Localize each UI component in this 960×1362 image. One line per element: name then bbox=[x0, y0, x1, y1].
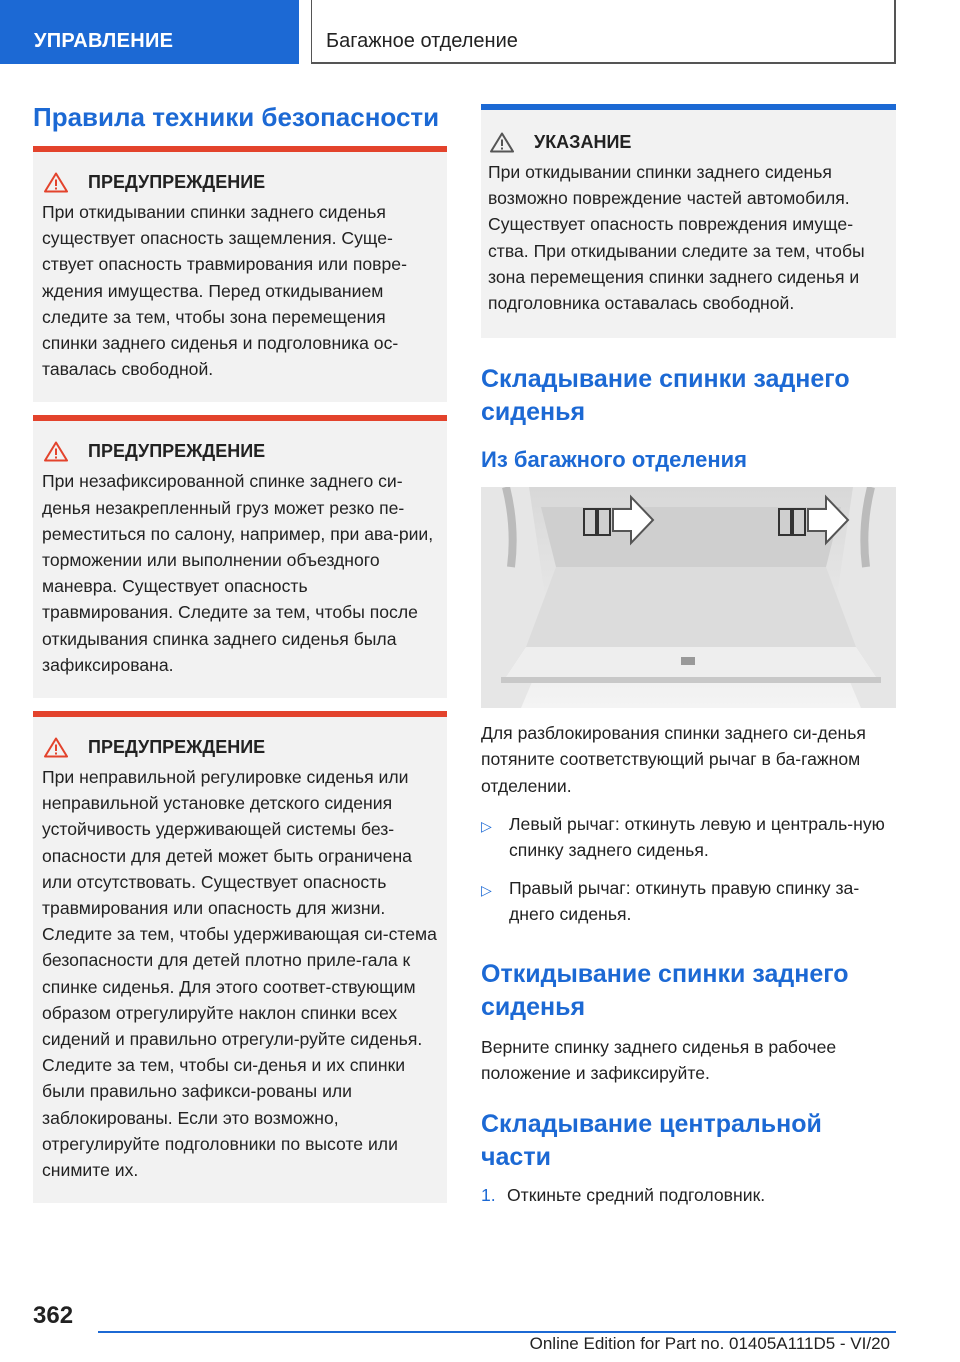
warning-text: При неправильной регулировке сиденья или неправильной установке детского сидения устойчивость удерживающей системы без-опасности для детей может быть ограничена или отсутствовать. Существует опасность травмирования или опасность для жизни. Следите за тем, чтобы удерживающая си-стема безопасности для детей плотно приле-гала к спинке сиденья. Для этого соответ-ствующим образом отрегулируйте наклон спинки всех сидений и правильно отрегули-руйте сиденья. Следите за тем, чтобы си-денья и их спинки были правильно зафикси-рованы или заблокированы. Если это возможно, отрегулируйте подголовники по высоте или снимите их. bbox=[42, 767, 437, 1181]
unfold-backrest-title: Откидывание спинки заднего сиденья bbox=[481, 959, 849, 1021]
note-label: УКАЗАНИЕ bbox=[534, 132, 632, 152]
footer-divider bbox=[98, 1331, 896, 1333]
safety-section-title: Правила техники безопасности bbox=[33, 102, 440, 132]
warning-label: ПРЕДУПРЕЖДЕНИЕ bbox=[88, 441, 266, 462]
warning-triangle-icon bbox=[44, 441, 68, 462]
footer-edition: Online Edition for Part no. 01405A111D5 - VI/20 bbox=[529, 1334, 890, 1353]
bullet-text: Левый рычаг: откинуть левую и централь-ную спинку заднего сиденья. bbox=[509, 813, 885, 861]
warning-text: При откидывании спинки заднего сиденья существует опасность защемления. Суще-ствует опасность травмирования или повре-ждения имущества. Перед откидыванием следите за тем, чтобы зона перемещения спинки заднего сиденья и подголовника ос-тавалась свободной. bbox=[42, 202, 407, 380]
warning-box-pinching bbox=[33, 146, 447, 402]
warning-header bbox=[42, 737, 439, 758]
warning-triangle-icon bbox=[490, 132, 514, 153]
note-text: При откидывании спинки заднего сиденья возможно повреждение частей автомобиля. Существует опасность повреждения имуще-ства. При откидывании следите за тем, чтобы зона перемещения спинки заднего сиденья и подголовника оставалась свободной. bbox=[488, 162, 865, 314]
warning-triangle-icon bbox=[44, 172, 68, 193]
warning-box-cargo bbox=[33, 415, 447, 698]
step-text: Откиньте средний подголовник. bbox=[507, 1185, 766, 1206]
warning-label: ПРЕДУПРЕЖДЕНИЕ bbox=[88, 172, 266, 192]
note-header bbox=[488, 132, 888, 153]
trunk-photo bbox=[481, 487, 896, 708]
note-box bbox=[481, 104, 896, 338]
warning-header bbox=[42, 441, 439, 462]
step-item bbox=[481, 1182, 896, 1208]
header-chapter-title: Багажное отделение bbox=[312, 0, 896, 64]
fold-center-title: Складывание центральной части bbox=[481, 1110, 822, 1172]
step-number: 1. bbox=[481, 1185, 496, 1206]
list-item bbox=[481, 875, 896, 927]
fold-backrest-title: Складывание спинки заднего сиденья bbox=[481, 365, 850, 427]
page-number: 362 bbox=[33, 1302, 74, 1329]
triangle-right-icon: ▷ bbox=[481, 882, 492, 899]
warning-header bbox=[42, 172, 439, 193]
from-trunk-title: Из багажного отделения bbox=[481, 447, 747, 473]
trunk-release-levers-illustration bbox=[481, 487, 896, 708]
warning-label: ПРЕДУПРЕЖДЕНИЕ bbox=[88, 737, 266, 758]
bullet-text: Правый рычаг: откинуть правую спинку за-днего сиденья. bbox=[509, 878, 860, 925]
list-item bbox=[481, 811, 896, 863]
warning-text: При незафиксированной спинке заднего си-денья незакрепленный груз может резко пе-реместиться по салону, например, при ава-рии, торможении или выполнении объездного маневра. Существует опасность травмирования. Следите за тем, чтобы после откидывания спинка заднего сиденья была зафиксирована. bbox=[42, 471, 434, 675]
unfold-instruction: Верните спинку заднего сиденья в рабочее положение и зафиксируйте. bbox=[481, 1036, 837, 1083]
unlock-instruction: Для разблокирования спинки заднего си-денья потяните соответствующий рычаг в ба-гажном отделении. bbox=[481, 723, 866, 796]
warning-triangle-icon bbox=[44, 737, 68, 758]
warning-box-child-seat bbox=[33, 711, 447, 1203]
header-section-tab: УПРАВЛЕНИЕ bbox=[0, 0, 299, 64]
right-column bbox=[481, 104, 896, 1208]
triangle-right-icon: ▷ bbox=[481, 817, 492, 834]
left-column bbox=[33, 100, 447, 1216]
